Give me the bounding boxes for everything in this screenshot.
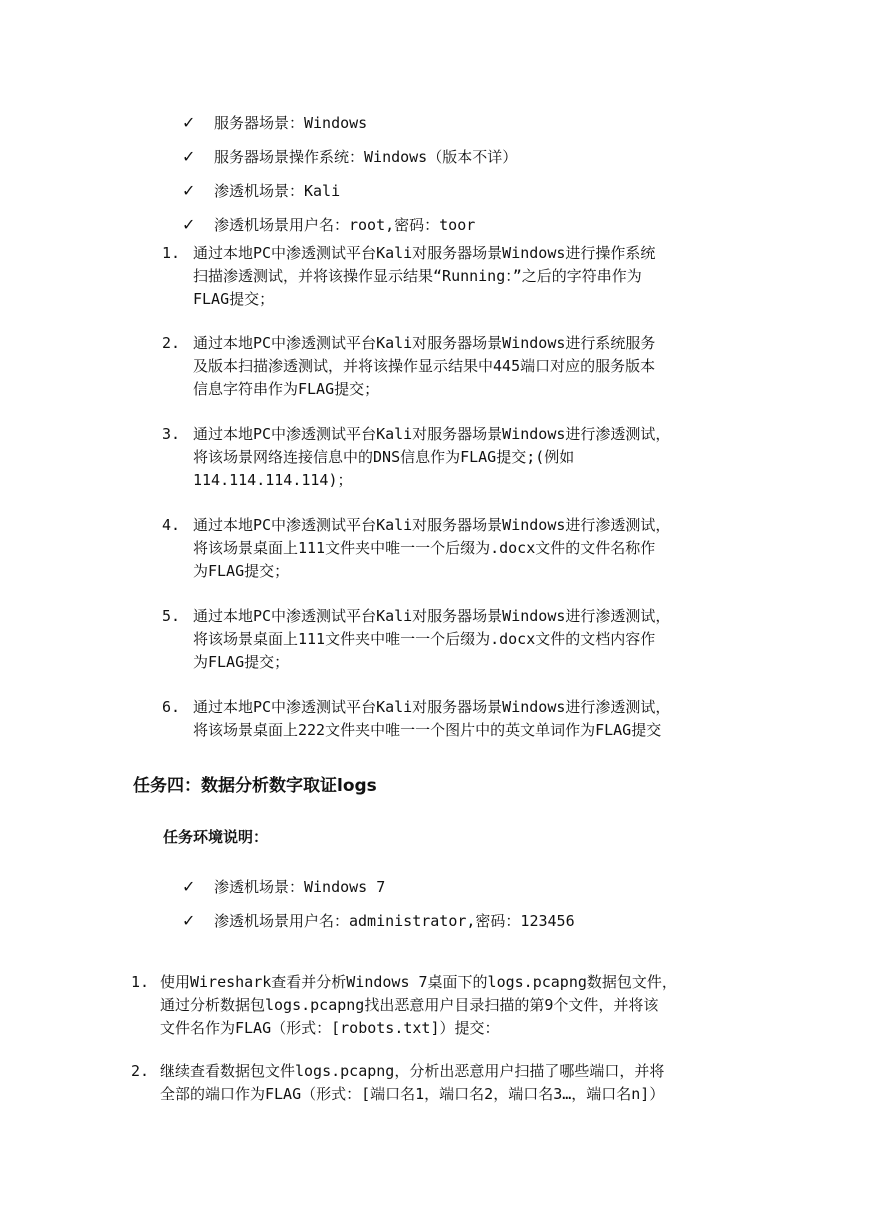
task-line: 将该场景桌面上111文件夹中唯一一个后缀为.docx文件的文件名称作 (193, 539, 656, 557)
checkmark-icon: ✓ (182, 876, 196, 896)
task-line: 继续查看数据包文件logs.pcapng，分析出恶意用户扫描了哪些端口，并将 (160, 1062, 665, 1080)
task-line: 信息字符串作为FLAG提交； (193, 380, 380, 398)
task-item (162, 514, 670, 583)
list-item-text: 服务器场景操作系统：Windows（版本不详） (214, 147, 518, 166)
list-item (182, 903, 575, 937)
section-subtitle: 任务环境说明： (163, 828, 269, 846)
task-item (162, 605, 670, 674)
list-item (182, 139, 517, 173)
list-item-text: 渗透机场景：Windows 7 (214, 877, 386, 896)
list-item (182, 105, 517, 139)
task-number: 5. (162, 607, 181, 625)
task-item (162, 332, 655, 401)
task-number: 4. (162, 516, 181, 534)
task-line: 将该场景网络连接信息中的DNS信息作为FLAG提交;(例如 (193, 448, 575, 466)
list-item-text: 渗透机场景用户名：root,密码：toor (214, 215, 476, 234)
task-line: 为FLAG提交； (193, 562, 290, 580)
list-item (182, 207, 517, 241)
task-line: 通过本地PC中渗透测试平台Kali对服务器场景Windows进行渗透测试， (193, 698, 671, 716)
list-item-text: 渗透机场景用户名：administrator,密码：123456 (214, 911, 575, 930)
task-number: 6. (162, 698, 181, 716)
task-item (162, 423, 670, 492)
task-number: 2. (162, 334, 181, 352)
task-number: 1. (162, 244, 181, 262)
task-line: 为FLAG提交； (193, 653, 290, 671)
task-line: 通过本地PC中渗透测试平台Kali对服务器场景Windows进行渗透测试， (193, 425, 671, 443)
checkmark-icon: ✓ (182, 180, 196, 200)
task-line: 114.114.114.114)； (193, 471, 353, 489)
list-item-text: 渗透机场景：Kali (214, 181, 341, 200)
task-line: 通过本地PC中渗透测试平台Kali对服务器场景Windows进行操作系统 (193, 244, 656, 262)
checkmark-icon: ✓ (182, 910, 196, 930)
task-line: 将该场景桌面上222文件夹中唯一一个图片中的英文单词作为FLAG提交 (193, 721, 662, 739)
task-line: 使用Wireshark查看并分析Windows 7桌面下的logs.pcapng数据包文件， (160, 973, 677, 991)
task-item (131, 1060, 664, 1106)
list-item (182, 869, 575, 903)
checkmark-icon: ✓ (182, 214, 196, 234)
list-item (182, 173, 517, 207)
task-line: 及版本扫描渗透测试，并将该操作显示结果中445端口对应的服务版本 (193, 357, 656, 375)
task-line: 将该场景桌面上111文件夹中唯一一个后缀为.docx文件的文档内容作 (193, 630, 656, 648)
task-line: 通过本地PC中渗透测试平台Kali对服务器场景Windows进行渗透测试， (193, 516, 671, 534)
task-item (162, 242, 655, 311)
task-line: 文件名作为FLAG（形式：[robots.txt]）提交： (160, 1019, 500, 1037)
checkmark-icon: ✓ (182, 112, 196, 132)
task-line: 通过本地PC中渗透测试平台Kali对服务器场景Windows进行渗透测试， (193, 607, 671, 625)
task-line: 通过本地PC中渗透测试平台Kali对服务器场景Windows进行系统服务 (193, 334, 656, 352)
checkmark-icon: ✓ (182, 146, 196, 166)
env-checklist-1 (182, 105, 517, 241)
task-line: 全部的端口作为FLAG（形式：[端口名1，端口名2，端口名3…，端口名n]） (160, 1085, 665, 1103)
list-item-text: 服务器场景：Windows (214, 113, 368, 132)
task-number: 2. (131, 1062, 150, 1080)
task-item (131, 971, 677, 1040)
section-title: 任务四：数据分析数字取证logs (133, 776, 377, 796)
task-number: 1. (131, 973, 150, 991)
env-checklist-2 (182, 869, 575, 937)
task-line: 扫描渗透测试，并将该操作显示结果“Running：”之后的字符串作为 (193, 267, 642, 285)
task-number: 3. (162, 425, 181, 443)
task-item (162, 696, 670, 742)
task-line: FLAG提交； (193, 290, 275, 308)
task-line: 通过分析数据包logs.pcapng找出恶意用户目录扫描的第9个文件，并将该 (160, 996, 659, 1014)
